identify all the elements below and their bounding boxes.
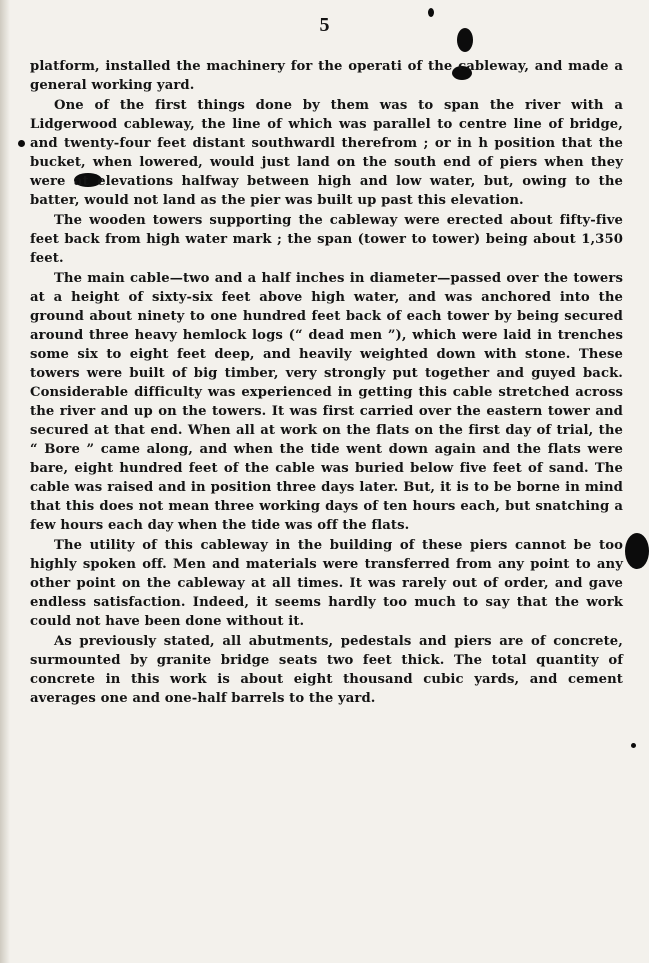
- paragraph: The main cable—two and a half inches in diameter—passed over the towers at a height of sixty-six feet above high water, and was anchored into the ground about ninety to one hundred feet back of each tower by being secured around three heavy hemlock logs (“ dead men ”), which were laid in trenches some six to eight feet deep, and heavily weighted down with stone. These towers were built of big timber, very strongly put together and guyed back. Considerable difficulty was experienced in getting this cable stretched across the river and up on the towers. It was first carried over the eastern tower and secured at that end. When all at work on the flats on the first day of trial, the “ Bore ” came along, and when the tide went down again and the flats were bare, eight hundred feet of the cable was buried below five feet of sand. The cable was raised and in position three days later. But, it is to be borne in mind that this does not mean three working days of ten hours each, but snatching a few hours each day when the tide was off the flats.: [30, 271, 623, 533]
- paragraph: The wooden towers supporting the cableway were erected about fifty-five feet back from high water mark ; the span (tower to tower) being about 1,350 feet.: [30, 213, 623, 266]
- ink-blot: [18, 140, 25, 147]
- body-text: [30, 57, 623, 708]
- ink-blot: [428, 8, 434, 17]
- page-number: 5: [319, 14, 330, 36]
- paragraph: The utility of this cableway in the building of these piers cannot be too highly spoken off. Men and materials were transferred from any point to any other point on the cableway at all times. It was rarely out of order, and gave endless satisfaction. Indeed, it seems hardly too much to say that the work could not have been done without it.: [30, 538, 623, 629]
- paragraph: As previously stated, all abutments, pedestals and piers are of concrete, surmounted by granite bridge seats two feet thick. The total quantity of concrete in this work is about eight thousand cubic yards, and cement averages one and one-half barrels to the yard.: [30, 634, 623, 706]
- page-edge-shadow: [0, 0, 10, 963]
- paragraph: platform, installed the machinery for the operati of the cableway, and made a general working yard.: [30, 59, 623, 93]
- paragraph: One of the first things done by them was to span the river with a Lidgerwood cableway, the line of which was parallel to centre line of bridge, and twenty-four feet distant southwardl therefrom ; or in h position that the bucket, when lowered, would just land on the south end of piers when they were at elevations halfway between high and low water, but, owing to the batter, would not land as the pier was built up past this elevation.: [30, 98, 623, 208]
- ink-blot: [631, 743, 636, 748]
- ink-blot: [457, 28, 473, 52]
- ink-blot: [625, 533, 649, 569]
